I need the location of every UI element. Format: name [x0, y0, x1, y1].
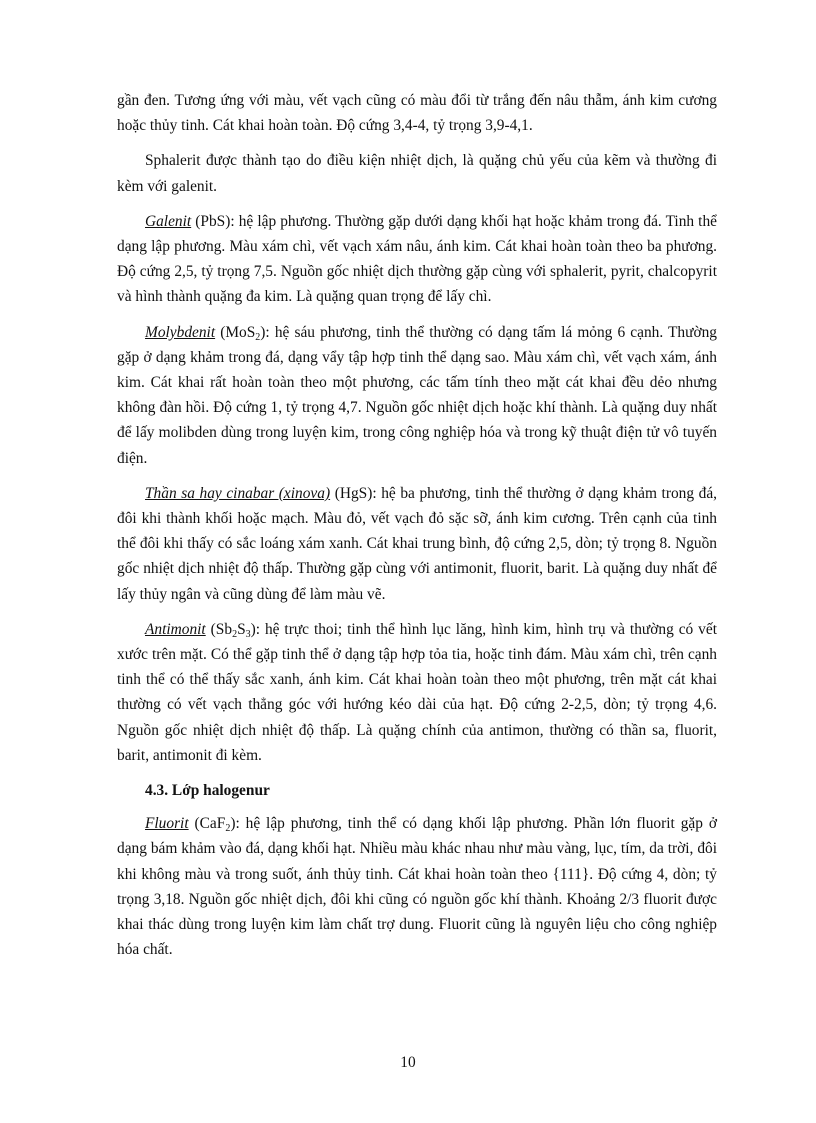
paragraph-molybdenit: Molybdenit (MoS$_2$): hệ sáu phương, tinh thể thường có dạng tấm lá mỏng 6 cạnh. Thường gặp ở dạng khảm trong đá, dạng vẩy tập hợp tinh thể dạng sao. Màu xám chì, vết vạch xám, ánh kim. Cát khai rất hoàn toàn theo một phương, các tấm tính theo mặt cát khai đều dẻo nhưng không đàn hồi. Độ cứng 1, tỷ trọng 4,7. Nguồn gốc nhiệt dịch hoặc khí thành. Là quặng duy nhất để lấy molibden dùng trong luyện kim, trong công nghiệp hóa và trong kỹ thuật điện tử vô tuyến điện.	[117, 323, 717, 467]
formula-molybdenit-subscript: 2	[255, 331, 261, 343]
formula-antimonit-a: Sb	[215, 620, 233, 638]
page-number: 10	[400, 1054, 416, 1071]
formula-fluorit: CaF	[199, 815, 226, 833]
formula-cinabar: HgS	[339, 484, 368, 502]
molybdenit-description: hệ sáu phương, tinh thể thường có dạng tấm lá mỏng 6 cạnh. Thường gặp ở dạng khảm trong đá, dạng vẩy tập hợp tinh thể dạng sao. Màu xám chì, vết vạch xám, ánh kim. Cát khai rất hoàn toàn theo một phương, các tấm tính theo mặt cát khai đều dẻo nhưng không đàn hồi. Độ cứng 1, tỷ trọng 4,7. Nguồn gốc nhiệt dịch hoặc khí thành. Là quặng duy nhất để lấy molibden dùng trong luyện kim, trong công nghiệp hóa và trong kỹ thuật điện tử vô tuyến điện.	[117, 323, 717, 467]
paragraph-galenit: Galenit (PbS): hệ lập phương. Thường gặp dưới dạng khối hạt hoặc khảm trong đá. Tinh thể dạng lập phương. Màu xám chì, vết vạch xám nâu, ánh kim. Cát khai hoàn toàn theo ba phương. Độ cứng 2,5, tỷ trọng 7,5. Nguồn gốc nhiệt dịch thường gặp cùng với sphalerit, pyrit, chalcopyrit và hình thành quặng đa kim. Là quặng quan trọng để lấy chì.	[117, 212, 717, 306]
section-heading-halogenur: 4.3. Lớp halogenur	[145, 782, 270, 800]
antimonit-description: hệ trực thoi; tinh thể hình lục lăng, hình kim, hình trụ và thường có vết xước trên mặt. Có thể gặp tinh thể ở dạng tập hợp tỏa tia, hoặc tinh đám. Màu xám chì, trên cạnh tinh thể có thể thấy sắc xanh, ánh kim. Cát khai hoàn toàn theo một phương, trên mặt cát khai thường có vết vạch thẳng góc với hướng kéo dài của hạt. Độ cứng 2-2,5, dòn; tỷ trọng 4,6. Nguồn gốc nhiệt dịch nhiệt độ thấp. Là quặng chính của antimon, thường có thần sa, fluorit, barit, antimonit đi kèm.	[117, 620, 717, 764]
paragraph-cinabar: Thần sa hay cinabar (xinova) (HgS): hệ ba phương, tinh thể thường ở dạng khảm trong đá, đôi khi thành khối hoặc mạch. Màu đỏ, vết vạch đỏ sặc sỡ, ánh kim cương. Trên cạnh của tinh thể đôi khi thấy có sắc loáng xám xanh. Cát khai trung bình, độ cứng 2,5, dòn; tỷ trọng 8. Nguồn gốc nhiệt dịch nhiệt độ thấp. Thường gặp cùng với antimonit, fluorit, barit. Là quặng duy nhất để lấy thủy ngân và cũng dùng để làm màu vẽ.	[117, 484, 717, 603]
term-fluorit: Fluorit	[145, 815, 189, 833]
term-molybdenit: Molybdenit	[145, 323, 216, 341]
formula-galenit: PbS	[200, 212, 226, 230]
formula-antimonit-b: S	[237, 620, 246, 638]
formula-molybdenit: MoS	[225, 323, 256, 341]
term-cinabar: Thần sa hay cinabar (xinova)	[145, 484, 331, 502]
term-antimonit: Antimonit	[145, 620, 206, 638]
cinabar-description: hệ ba phương, tinh thể thường ở dạng khảm trong đá, đôi khi thành khối hoặc mạch. Màu đỏ, vết vạch đỏ sặc sỡ, ánh kim cương. Trên cạnh của tinh thể đôi khi thấy có sắc loáng xám xanh. Cát khai trung bình, độ cứng 2,5, dòn; tỷ trọng 8. Nguồn gốc nhiệt dịch nhiệt độ thấp. Thường gặp cùng với antimonit, fluorit, barit. Là quặng duy nhất để lấy thủy ngân và cũng dùng để làm màu vẽ.	[117, 484, 717, 603]
term-galenit: Galenit	[145, 212, 192, 230]
fluorit-description: hệ lập phương, tinh thể có dạng khối lập phương. Phần lớn fluorit gặp ở dạng bám khảm vào đá, dạng khối hạt. Nhiều màu khác nhau như màu vàng, lục, tím, da trời, đôi khi không màu và trong suốt, ánh thủy tinh. Cát khai hoàn toàn theo {111}. Độ cứng 4, dòn; tỷ trọng 3,18. Nguồn gốc nhiệt dịch, đôi khi cũng có nguồn gốc khí thành. Khoảng 2/3 fluorit được khai thác dùng trong luyện kim làm chất trợ dung. Fluorit cũng là nguyên liệu cho công nghiệp hóa chất.	[117, 815, 717, 959]
paragraph-antimonit: Antimonit $(Sb_2S_3)$: hệ trực thoi; tinh thể hình lục lăng, hình kim, hình trụ và thường có vết xước trên mặt. Có thể gặp tinh thể ở dạng tập hợp tỏa tia, hoặc tinh đám. Màu xám chì, trên cạnh tinh thể có thể thấy sắc xanh, ánh kim. Cát khai hoàn toàn theo một phương, trên mặt cát khai thường có vết vạch thẳng góc với hướng kéo dài của hạt. Độ cứng 2-2,5, dòn; tỷ trọng 4,6. Nguồn gốc nhiệt dịch nhiệt độ thấp. Là quặng chính của antimon, thường có thần sa, fluorit, barit, antimonit đi kèm.	[117, 620, 717, 764]
formula-antimonit-subscript-2: 3	[245, 628, 251, 640]
formula-antimonit-subscript-1: 2	[232, 628, 238, 640]
paragraph-sphalerit-origin: Sphalerit được thành tạo do điều kiện nhiệt dịch, là quặng chủ yếu của kẽm và thường đi kèm với galenit.	[117, 152, 717, 195]
paragraph-sphalerit-end: gần đen. Tương ứng với màu, vết vạch cũng có màu đổi từ trắng đến nâu thẫm, ánh kim cương hoặc thủy tinh. Cát khai hoàn toàn. Độ cứng 3,4-4, tỷ trọng 3,9-4,1.	[117, 92, 717, 135]
page-content	[117, 88, 717, 973]
formula-fluorit-subscript: 2	[225, 823, 231, 835]
galenit-description: hệ lập phương. Thường gặp dưới dạng khối hạt hoặc khảm trong đá. Tinh thể dạng lập phương. Màu xám chì, vết vạch xám nâu, ánh kim. Cát khai hoàn toàn theo ba phương. Độ cứng 2,5, tỷ trọng 7,5. Nguồn gốc nhiệt dịch thường gặp cùng với sphalerit, pyrit, chalcopyrit và hình thành quặng đa kim. Là quặng quan trọng để lấy chì.	[117, 212, 717, 306]
paragraph-fluorit: Fluorit (CaF$_2$): hệ lập phương, tinh thể có dạng khối lập phương. Phần lớn fluorit gặp ở dạng bám khảm vào đá, dạng khối hạt. Nhiều màu khác nhau như màu vàng, lục, tím, da trời, đôi khi không màu và trong suốt, ánh thủy tinh. Cát khai hoàn toàn theo {111}. Độ cứng 4, dòn; tỷ trọng 3,18. Nguồn gốc nhiệt dịch, đôi khi cũng có nguồn gốc khí thành. Khoảng 2/3 fluorit được khai thác dùng trong luyện kim làm chất trợ dung. Fluorit cũng là nguyên liệu cho công nghiệp hóa chất.	[117, 815, 717, 959]
